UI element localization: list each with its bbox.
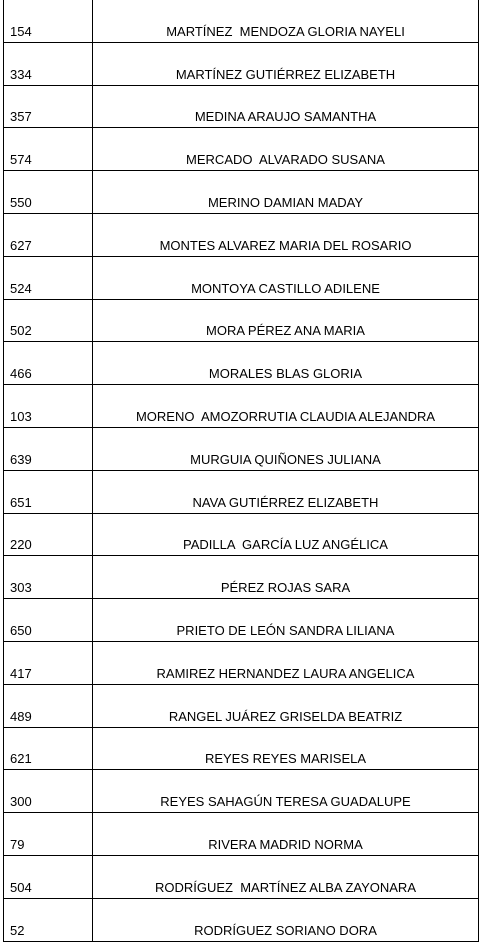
row-number: 524 <box>4 256 93 299</box>
row-name: NAVA GUTIÉRREZ ELIZABETH <box>93 470 479 513</box>
row-name: MONTES ALVAREZ MARIA DEL ROSARIO <box>93 213 479 256</box>
row-name: PADILLA GARCÍA LUZ ANGÉLICA <box>93 513 479 556</box>
table-row <box>4 213 479 256</box>
row-name: MERINO DAMIAN MADAY <box>93 171 479 214</box>
row-number: 550 <box>4 171 93 214</box>
roster-body <box>4 0 479 941</box>
row-number: 154 <box>4 0 93 42</box>
row-number: 52 <box>4 898 93 941</box>
row-number: 650 <box>4 599 93 642</box>
row-name: RODRÍGUEZ SORIANO DORA <box>93 898 479 941</box>
table-row <box>4 727 479 770</box>
row-number: 334 <box>4 42 93 85</box>
table-row <box>4 556 479 599</box>
table-row <box>4 256 479 299</box>
row-name: MEDINA ARAUJO SAMANTHA <box>93 85 479 128</box>
row-name: MORENO AMOZORRUTIA CLAUDIA ALEJANDRA <box>93 385 479 428</box>
table-row <box>4 770 479 813</box>
row-name: RANGEL JUÁREZ GRISELDA BEATRIZ <box>93 684 479 727</box>
row-number: 300 <box>4 770 93 813</box>
table-row <box>4 171 479 214</box>
table-row <box>4 385 479 428</box>
table-row <box>4 42 479 85</box>
roster-table <box>3 0 479 942</box>
row-number: 417 <box>4 641 93 684</box>
table-row <box>4 641 479 684</box>
row-name: MORA PÉREZ ANA MARIA <box>93 299 479 342</box>
table-row <box>4 684 479 727</box>
row-name: PRIETO DE LEÓN SANDRA LILIANA <box>93 599 479 642</box>
row-name: MURGUIA QUIÑONES JULIANA <box>93 427 479 470</box>
row-name: MORALES BLAS GLORIA <box>93 342 479 385</box>
row-name: PÉREZ ROJAS SARA <box>93 556 479 599</box>
table-row <box>4 513 479 556</box>
table-row <box>4 470 479 513</box>
table-row <box>4 427 479 470</box>
row-number: 79 <box>4 813 93 856</box>
row-number: 357 <box>4 85 93 128</box>
row-number: 639 <box>4 427 93 470</box>
table-row <box>4 855 479 898</box>
row-number: 466 <box>4 342 93 385</box>
row-number: 303 <box>4 556 93 599</box>
row-number: 103 <box>4 385 93 428</box>
row-number: 220 <box>4 513 93 556</box>
row-name: MARTÍNEZ MENDOZA GLORIA NAYELI <box>93 0 479 42</box>
table-row <box>4 85 479 128</box>
row-name: MERCADO ALVARADO SUSANA <box>93 128 479 171</box>
table-row <box>4 599 479 642</box>
table-row <box>4 128 479 171</box>
row-name: RAMIREZ HERNANDEZ LAURA ANGELICA <box>93 641 479 684</box>
row-name: RIVERA MADRID NORMA <box>93 813 479 856</box>
row-number: 574 <box>4 128 93 171</box>
table-row <box>4 342 479 385</box>
table-row <box>4 299 479 342</box>
row-number: 627 <box>4 213 93 256</box>
row-name: REYES SAHAGÚN TERESA GUADALUPE <box>93 770 479 813</box>
row-number: 489 <box>4 684 93 727</box>
row-name: RODRÍGUEZ MARTÍNEZ ALBA ZAYONARA <box>93 855 479 898</box>
row-number: 621 <box>4 727 93 770</box>
row-number: 504 <box>4 855 93 898</box>
row-number: 651 <box>4 470 93 513</box>
row-name: MONTOYA CASTILLO ADILENE <box>93 256 479 299</box>
row-name: REYES REYES MARISELA <box>93 727 479 770</box>
row-number: 502 <box>4 299 93 342</box>
table-row <box>4 898 479 941</box>
row-name: MARTÍNEZ GUTIÉRREZ ELIZABETH <box>93 42 479 85</box>
table-row <box>4 0 479 42</box>
table-row <box>4 813 479 856</box>
